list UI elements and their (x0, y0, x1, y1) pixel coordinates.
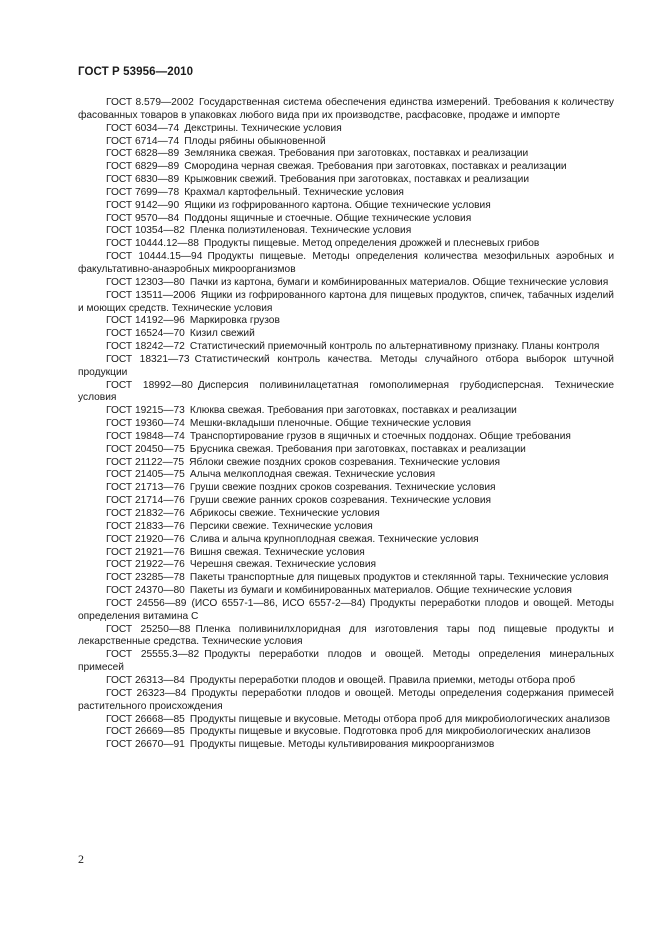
reference-title: Алыча мелкоплодная свежая. Технические условия (189, 469, 436, 481)
reference-code: ГОСТ 21122—75 (106, 456, 185, 468)
reference-code: ГОСТ 23285—78 (106, 572, 185, 584)
reference-title: Крыжовник свежий. Требования при заготовках, поставках и реализации (184, 174, 530, 186)
reference-title: Транспортирование грузов в ящичных и стоечных поддонах. Общие требования (189, 430, 571, 442)
reference-title: (ИСО 6557-1—86, ИСО 6557-2—84) Продукты переработки плодов и овощей. Методы определения витамина С (78, 597, 614, 622)
reference-title: Кизил свежий (189, 328, 255, 340)
reference-title: Земляника свежая. Требования при заготовках, поставках и реализации (184, 148, 529, 160)
reference-item (78, 482, 614, 495)
reference-item (78, 354, 614, 380)
reference-item (78, 572, 614, 585)
reference-item (78, 238, 614, 251)
reference-code: ГОСТ 21405—75 (106, 469, 185, 481)
reference-title: Брусника свежая. Требования при заготовках, поставках и реализации (189, 443, 526, 455)
reference-code: ГОСТ 19360—74 (106, 418, 185, 430)
reference-title: Слива и алыча крупноплодная свежая. Технические условия (189, 533, 479, 545)
reference-code: ГОСТ 26323—84 (106, 687, 187, 699)
reference-item (78, 174, 614, 187)
reference-title: Абрикосы свежие. Технические условия (189, 508, 380, 519)
reference-title: Ящики из гофрированного картона для пищевых продуктов, спичек, табачных изделий и моющих средств. Технические условия (78, 289, 614, 314)
reference-item (78, 148, 614, 161)
reference-code: ГОСТ 21921—76 (106, 546, 185, 558)
reference-code: ГОСТ 21713—76 (106, 482, 185, 494)
reference-code: ГОСТ 7699—78 (106, 186, 180, 198)
reference-title: Смородина черная свежая. Требования при заготовках, поставках и реализации (184, 161, 567, 173)
reference-code: ГОСТ 6828—89 (106, 148, 180, 160)
reference-item (78, 225, 614, 238)
reference-title: Крахмал картофельный. Технические условия (184, 186, 404, 198)
reference-title: Продукты пищевые и вкусовые. Методы отбора проб для микробиологических анализов (189, 713, 611, 725)
reference-code: ГОСТ 19848—74 (106, 430, 185, 442)
reference-item (78, 495, 614, 508)
reference-item (78, 97, 614, 123)
reference-item (78, 649, 614, 675)
reference-item (78, 431, 614, 444)
reference-code: ГОСТ 21833—76 (106, 520, 185, 532)
reference-title: Продукты переработки плодов и овощей. Методы определения содержания примесей растительного происхождения (78, 687, 614, 712)
reference-code: ГОСТ 6830—89 (106, 174, 180, 186)
reference-code: ГОСТ 21922—76 (106, 559, 185, 571)
reference-code: ГОСТ 20450—75 (106, 443, 185, 455)
reference-title: Черешня свежая. Технические условия (189, 559, 377, 571)
reference-code: ГОСТ 26670—91 (106, 739, 185, 751)
reference-code: ГОСТ 26313—84 (106, 674, 185, 686)
reference-title: Продукты переработки плодов и овощей. Правила приемки, методы отбора проб (189, 674, 576, 686)
reference-title: Статистический приемочный контроль по альтернативному признаку. Планы контроля (189, 341, 600, 353)
reference-title: Поддоны ящичные и стоечные. Общие технические условия (184, 212, 472, 224)
reference-code: ГОСТ 6829—89 (106, 161, 180, 173)
reference-item (78, 315, 614, 328)
reference-code: ГОСТ 18321—73 (106, 353, 190, 365)
reference-item (78, 123, 614, 136)
reference-item (78, 739, 614, 752)
reference-code: ГОСТ 24370—80 (106, 585, 185, 597)
reference-title: Дисперсия поливинилацетатная гомополимерная грубодисперсная. Технические условия (78, 379, 614, 404)
reference-title: Груши свежие ранних сроков созревания. Технические условия (189, 495, 492, 507)
reference-code: ГОСТ 6034—74 (106, 122, 180, 134)
reference-item (78, 213, 614, 226)
reference-title: Груши свежие поздних сроков созревания. Технические условия (189, 482, 496, 494)
reference-item (78, 200, 614, 213)
reference-code: ГОСТ 10444.15—94 (106, 251, 203, 263)
document-header: ГОСТ Р 53956—2010 (78, 66, 194, 78)
reference-title: Продукты пищевые. Метод определения дрожжей и плесневых грибов (204, 238, 540, 250)
reference-code: ГОСТ 21714—76 (106, 495, 185, 507)
reference-title: Маркировка грузов (189, 315, 280, 327)
reference-item (78, 534, 614, 547)
reference-code: ГОСТ 21920—76 (106, 533, 185, 545)
reference-code: ГОСТ 18992—80 (106, 379, 193, 391)
reference-title: Пленка поливинилхлоридная для изготовления тары под пищевые продукты и лекарственные средства. Технические условия (78, 623, 614, 648)
reference-item (78, 675, 614, 688)
reference-code: ГОСТ 26669—85 (106, 726, 185, 738)
reference-code: ГОСТ 25555.3—82 (106, 649, 200, 661)
reference-item (78, 457, 614, 470)
reference-item (78, 380, 614, 406)
reference-title: Персики свежие. Технические условия (189, 520, 373, 532)
reference-title: Плоды рябины обыкновенной (184, 135, 326, 147)
reference-code: ГОСТ 19215—73 (106, 405, 185, 417)
reference-item (78, 624, 614, 650)
normative-references-list (78, 97, 614, 752)
reference-title: Государственная система обеспечения единства измерений. Требования к количеству фасованных товаров в упаковках любого вида при их производстве, расфасовке, продаже и импорте (78, 97, 614, 121)
reference-title: Продукты пищевые. Методы определения количества мезофильных аэробных и факультативно-анаэробных микроорганизмов (78, 251, 615, 275)
reference-item (78, 521, 614, 534)
reference-item (78, 136, 614, 149)
reference-item (78, 469, 614, 482)
reference-code: ГОСТ 14192—96 (106, 315, 185, 327)
reference-code: ГОСТ 9570—84 (106, 212, 180, 224)
reference-code: ГОСТ 16524—70 (106, 328, 185, 340)
reference-code: ГОСТ 9142—90 (106, 199, 180, 211)
reference-item (78, 688, 614, 714)
reference-item (78, 559, 614, 572)
reference-title: Продукты пищевые и вкусовые. Подготовка проб для микробиологических анализов (189, 726, 591, 738)
reference-item (78, 290, 614, 316)
reference-title: Продукты пищевые. Методы культивирования микроорганизмов (189, 739, 495, 751)
reference-code: ГОСТ 10444.12—88 (106, 238, 199, 250)
reference-item (78, 714, 614, 727)
reference-item (78, 187, 614, 200)
reference-item (78, 418, 614, 431)
reference-title: Яблоки свежие поздних сроков созревания. Технические условия (189, 456, 500, 468)
reference-code: ГОСТ 24556—89 (106, 597, 187, 609)
reference-code: ГОСТ 8.579—2002 (106, 97, 194, 108)
reference-item (78, 161, 614, 174)
reference-code: ГОСТ 10354—82 (106, 225, 185, 237)
reference-item (78, 547, 614, 560)
reference-title: Пакеты из бумаги и комбинированных материалов. Общие технические условия (189, 585, 572, 597)
reference-title: Вишня свежая. Технические условия (189, 546, 365, 558)
reference-item (78, 251, 614, 277)
reference-title: Декстрины. Технические условия (184, 122, 342, 134)
reference-item (78, 585, 614, 598)
reference-title: Пакеты транспортные для пищевых продуктов и стеклянной тары. Технические условия (189, 572, 609, 584)
reference-item (78, 277, 614, 290)
reference-title: Клюква свежая. Требования при заготовках, поставках и реализации (189, 405, 517, 417)
reference-item (78, 405, 614, 418)
reference-item (78, 341, 614, 354)
reference-code: ГОСТ 25250—88 (106, 623, 191, 635)
reference-code: ГОСТ 13511—2006 (106, 289, 196, 301)
reference-code: ГОСТ 18242—72 (106, 341, 185, 353)
reference-item (78, 508, 614, 521)
reference-title: Мешки-вкладыши пленочные. Общие технические условия (189, 418, 472, 430)
reference-code: ГОСТ 21832—76 (106, 508, 185, 519)
page-number: 2 (78, 852, 84, 866)
reference-title: Ящики из гофрированного картона. Общие технические условия (184, 199, 491, 211)
reference-item (78, 328, 614, 341)
reference-title: Продукты переработки плодов и овощей. Методы определения минеральных примесей (78, 649, 614, 674)
reference-code: ГОСТ 12303—80 (106, 276, 185, 288)
reference-item (78, 726, 614, 739)
reference-item (78, 444, 614, 457)
reference-item (78, 598, 614, 624)
reference-title: Пачки из картона, бумаги и комбинированных материалов. Общие технические условия (189, 276, 609, 288)
reference-title: Пленка полиэтиленовая. Технические условия (189, 225, 412, 237)
reference-title: Статистический контроль качества. Методы случайного отбора выборок штучной продукции (78, 353, 614, 378)
reference-code: ГОСТ 26668—85 (106, 713, 185, 725)
reference-code: ГОСТ 6714—74 (106, 135, 180, 147)
